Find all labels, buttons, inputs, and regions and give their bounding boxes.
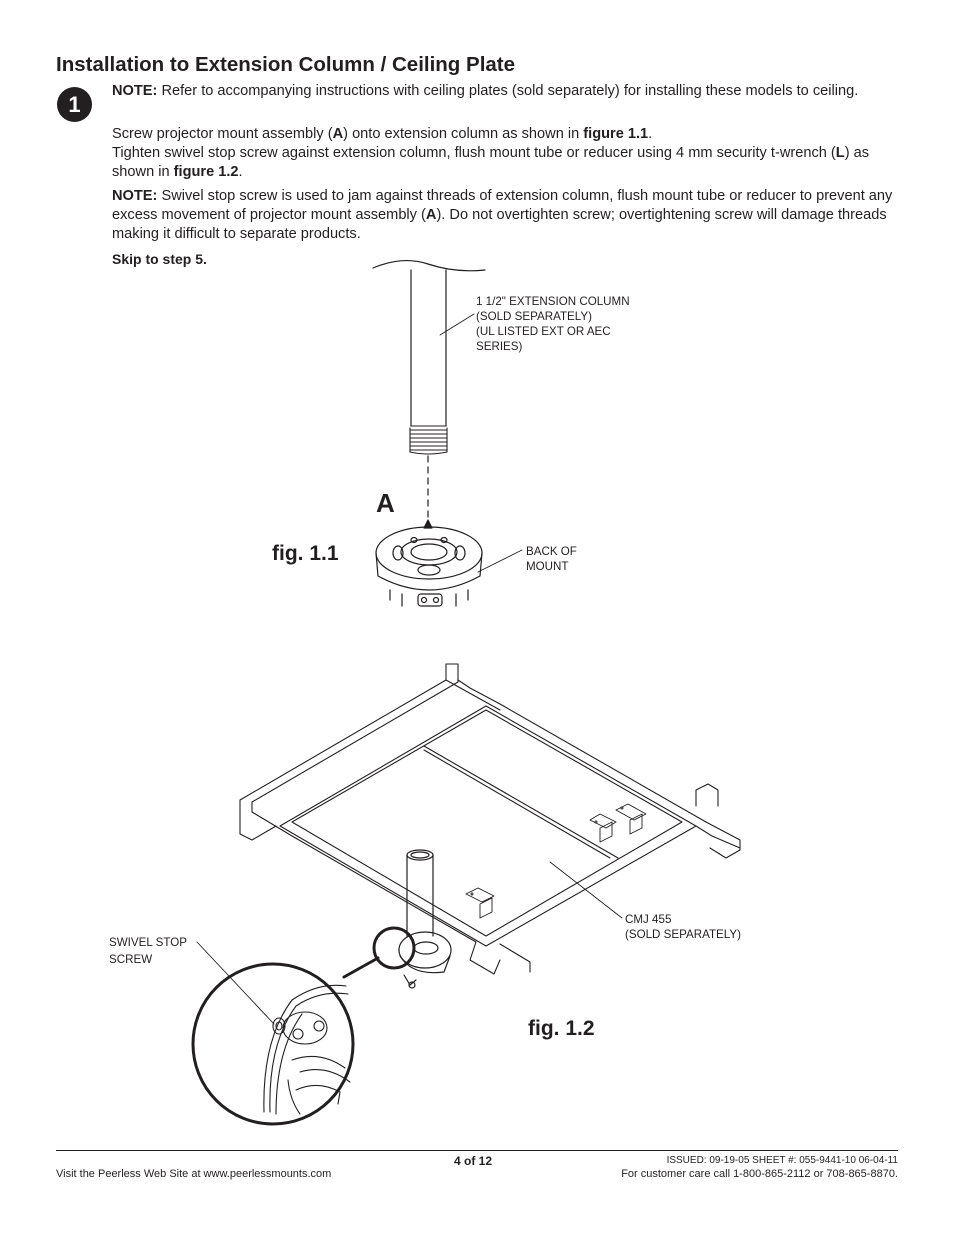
mounted-column-drawing <box>399 850 451 988</box>
callout-line: (SOLD SEPARATELY) <box>625 928 741 941</box>
column-callout <box>476 294 630 354</box>
instruction-text: . <box>648 126 653 142</box>
figure-1-1-label: fig. 1.1 <box>272 542 339 565</box>
section-title: Installation to Extension Column / Ceiling Plate <box>56 53 516 76</box>
detail-small-circle <box>374 928 414 968</box>
part-reference: A <box>425 207 437 223</box>
callout-line: MOUNT <box>526 560 569 573</box>
note-text: ). Do not overtighten screw; overtightening screw will damage threads making it difficult to separate products. <box>112 207 887 242</box>
part-letter-a: A <box>376 488 395 518</box>
part-reference: L <box>835 145 845 161</box>
instruction-text: Screw projector mount assembly ( <box>112 126 333 142</box>
step-number-badge: 1 <box>57 87 92 122</box>
callout-line: SCREW <box>109 953 153 966</box>
note-text: Swivel stop screw is used to jam against threads of extension column, flush mount tube or reducer to prevent any excess movement of projector mount assembly ( <box>112 188 893 223</box>
footer-divider <box>56 1150 898 1151</box>
callout-line: (SOLD SEPARATELY) <box>476 310 592 323</box>
skip-instruction: Skip to step 5. <box>112 251 207 267</box>
mount-leader-line <box>478 550 522 572</box>
part-reference: A <box>332 126 344 142</box>
plate-leader-line <box>550 862 622 918</box>
callout-line: 1 1/2" EXTENSION COLUMN <box>476 295 630 308</box>
column-leader-line <box>440 314 474 335</box>
screw-leader-line <box>197 942 274 1024</box>
website-text: Visit the Peerless Web Site at www.peerlessmounts.com <box>56 1168 332 1180</box>
instruction-text: ) as shown in <box>112 145 870 180</box>
callout-line: (UL LISTED EXT OR AEC <box>476 325 611 338</box>
magnified-mount-detail <box>264 985 350 1114</box>
projector-mount-drawing <box>376 527 482 606</box>
note-label: NOTE: <box>112 188 158 204</box>
figure-reference: figure 1.1 <box>583 126 649 142</box>
mount-callout <box>526 544 577 574</box>
callout-line: BACK OF <box>526 545 577 558</box>
customer-care-text: For customer care call 1-800-865-2112 or 708-865-8870. <box>621 1168 898 1180</box>
figure-reference: figure 1.2 <box>173 164 239 180</box>
plate-callout <box>625 912 741 942</box>
instruction-text: . <box>238 164 243 180</box>
instruction-text: Tighten swivel stop screw against extension column, flush mount tube or reducer using 4 mm security t-wrench ( <box>112 145 836 161</box>
note-text: Refer to accompanying instructions with ceiling plates (sold separately) for installing these models to ceiling. <box>157 83 859 99</box>
detail-magnified-circle <box>193 964 353 1124</box>
instruction-text: ) onto extension column as shown in <box>343 126 584 142</box>
detail-connector <box>344 958 378 977</box>
callout-line: CMJ 455 <box>625 913 672 926</box>
screw-callout <box>109 934 187 968</box>
callout-line: SWIVEL STOP <box>109 936 187 949</box>
page-number: 4 of 12 <box>454 1154 493 1168</box>
callout-line: SERIES) <box>476 340 523 353</box>
issued-info: ISSUED: 09-19-05 SHEET #: 055-9441-10 06-04-11 <box>666 1155 898 1166</box>
note-label: NOTE: <box>112 83 158 99</box>
figure-1-2-label: fig. 1.2 <box>528 1017 595 1040</box>
